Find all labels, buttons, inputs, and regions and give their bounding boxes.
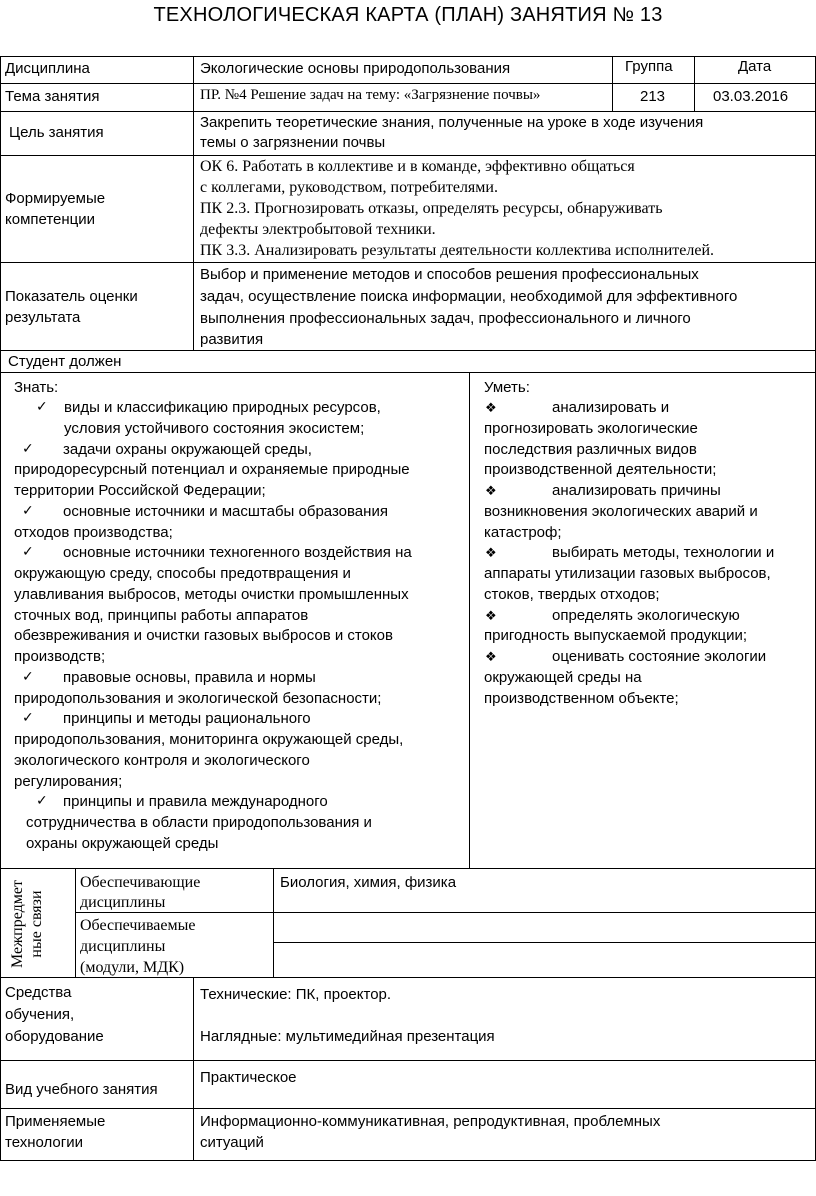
indicator-line-2: задач, осуществление поиска информации, необходимой для эффективного (200, 288, 738, 305)
can-item-3-line-2: аппараты утилизации газовых выбросов, (484, 565, 771, 582)
topic-label: Тема занятия (5, 88, 100, 105)
lesson-type-value: Практическое (200, 1069, 297, 1086)
competency-line-3: ПК 2.3. Прогнозировать отказы, определять ресурсы, обнаруживать (200, 200, 663, 217)
know-item-4-line-5: обезвреживания и очистки газовых выбросов и стоков (14, 627, 393, 645)
means-technical: Технические: ПК, проектор. (200, 986, 392, 1003)
diamond-bullet-icon: ❖ (485, 484, 497, 499)
date-value: 03.03.2016 (713, 88, 789, 105)
diamond-bullet-icon: ❖ (485, 546, 497, 562)
group-value: 213 (640, 88, 666, 105)
know-item-4-line-1: основные источники техногенного воздействия на (63, 544, 412, 562)
diamond-bullet-icon: ❖ (485, 650, 497, 665)
goal-label: Цель занятия (9, 124, 104, 141)
goal-line-2: темы о загрязнении почвы (200, 134, 386, 151)
means-label-1: Средства (5, 984, 72, 1001)
technologies-label-2: технологии (5, 1134, 84, 1151)
can-item-4-line-1: определять экологическую (552, 606, 740, 624)
diamond-bullet-icon: ❖ (485, 401, 497, 416)
know-item-2-line-2: природоресурсный потенциал и охраняемые природные (14, 461, 410, 479)
know-item-6-line-1: принципы и методы рационального (63, 710, 311, 728)
provided-label-2: дисциплины (80, 938, 166, 955)
can-item-1-line-1: анализировать и (552, 399, 670, 416)
diamond-bullet-icon: ❖ (485, 608, 497, 624)
know-item-6-line-3: экологического контроля и экологического (14, 751, 310, 769)
know-item-7-line-2: сотрудничества в области природопользования и (26, 814, 372, 831)
provided-label-3: (модули, МДК) (80, 959, 185, 976)
competency-line-5: ПК 3.3. Анализировать результаты деятельности коллектива исполнителей. (200, 242, 715, 259)
check-icon: ✓ (36, 793, 48, 810)
know-item-6-line-2: природопользования, мониторинга окружающей среды, (14, 731, 404, 748)
know-item-4-line-2: окружающую среду, способы предотвращения и (14, 565, 351, 582)
know-item-7-line-1: принципы и правила международного (63, 793, 328, 811)
know-item-2-line-3: территории Российской Федерации; (14, 482, 266, 499)
date-label: Дата (738, 58, 772, 75)
can-item-2-line-3: катастроф; (484, 523, 562, 541)
can-item-5-line-1: оценивать состояние экологии (552, 648, 767, 665)
discipline-label: Дисциплина (5, 60, 90, 77)
discipline-value: Экологические основы природопользования (200, 60, 511, 77)
indicator-line-1: Выбор и применение методов и способов решения профессиональных (200, 266, 699, 283)
know-item-4-line-4: сточных вод, принципы работы аппаратов (14, 606, 309, 624)
providing-label-2: дисциплины (80, 894, 166, 911)
group-label: Группа (625, 58, 673, 75)
know-item-4-line-3: улавливания выбросов, методы очистки промышленных (14, 585, 409, 603)
can-item-5-line-3: производственном объекте; (484, 689, 679, 707)
can-item-5-line-2: окружающей среды на (484, 668, 642, 686)
can-item-2-line-2: возникновения экологических аварий и (484, 502, 758, 520)
can-item-4-line-2: пригодность выпускаемой продукции; (484, 627, 748, 645)
know-item-4-line-6: производств; (14, 648, 106, 665)
topic-value: ПР. №4 Решение задач на тему: «Загрязнение почвы» (200, 87, 541, 103)
means-label-3: оборудование (5, 1028, 104, 1045)
know-item-7-line-3: охраны окружающей среды (26, 834, 219, 852)
know-heading: Знать: (14, 379, 59, 396)
can-item-1-line-2: прогнозировать экологические (484, 419, 698, 437)
can-item-1-line-3: последствия различных видов (484, 440, 697, 458)
check-icon: ✓ (22, 502, 34, 519)
technologies-value-2: ситуаций (200, 1134, 264, 1151)
check-icon: ✓ (22, 710, 34, 727)
indicator-label-2: результата (5, 309, 81, 326)
know-item-1-line-1: виды и классификацию природных ресурсов, (64, 399, 381, 416)
competency-line-4: дефекты электробытовой техники. (200, 221, 436, 238)
indicator-label-1: Показатель оценки (5, 288, 138, 305)
indicator-line-3: выполнения профессиональных задач, профессионального и личного (200, 310, 691, 327)
check-icon: ✓ (22, 440, 34, 457)
competencies-label-2: компетенции (5, 211, 96, 228)
can-heading: Уметь: (484, 379, 530, 396)
know-item-5-line-2: природопользования и экологической безопасности; (14, 689, 382, 707)
can-item-3-line-3: стоков, твердых отходов; (484, 585, 660, 603)
provided-label-1: Обеспечиваемые (80, 917, 196, 934)
know-item-2-line-1: задачи охраны окружающей среды, (63, 440, 312, 458)
lesson-type-label: Вид учебного занятия (5, 1081, 158, 1098)
technologies-value-1: Информационно-коммуникативная, репродуктивная, проблемных (200, 1113, 661, 1130)
check-icon: ✓ (22, 668, 34, 685)
competency-line-1: ОК 6. Работать в коллективе и в команде, эффективно общаться (200, 158, 635, 175)
can-item-1-line-4: производственной деятельности; (484, 461, 717, 479)
student-must: Студент должен (8, 353, 122, 370)
know-item-5-line-1: правовые основы, правила и нормы (63, 668, 316, 686)
links-side-label: Межпредмет ные связи (9, 880, 45, 968)
providing-label-1: Обеспечивающие (80, 874, 201, 891)
check-icon: ✓ (36, 399, 48, 415)
means-label-2: обучения, (5, 1006, 75, 1023)
can-item-3-line-1: выбирать методы, технологии и (552, 544, 775, 562)
check-icon: ✓ (22, 544, 34, 561)
technologies-label-1: Применяемые (5, 1113, 106, 1130)
page-title: ТЕХНОЛОГИЧЕСКАЯ КАРТА (ПЛАН) ЗАНЯТИЯ № 13 (153, 4, 663, 26)
competency-line-2: с коллегами, руководством, потребителями. (200, 179, 498, 196)
know-item-3-line-2: отходов производства; (14, 523, 173, 541)
know-item-3-line-1: основные источники и масштабы образования (63, 502, 388, 520)
providing-value: Биология, химия, физика (280, 874, 457, 891)
know-item-6-line-4: регулирования; (14, 772, 123, 790)
know-item-1-line-2: условия устойчивого состояния экосистем; (64, 419, 365, 437)
can-item-2-line-1: анализировать причины (552, 482, 721, 499)
means-visual: Наглядные: мультимедийная презентация (200, 1028, 495, 1045)
competencies-label-1: Формируемые (5, 190, 106, 207)
goal-line-1: Закрепить теоретические знания, полученные на уроке в ходе изучения (200, 114, 704, 131)
indicator-line-4: развития (200, 331, 264, 348)
